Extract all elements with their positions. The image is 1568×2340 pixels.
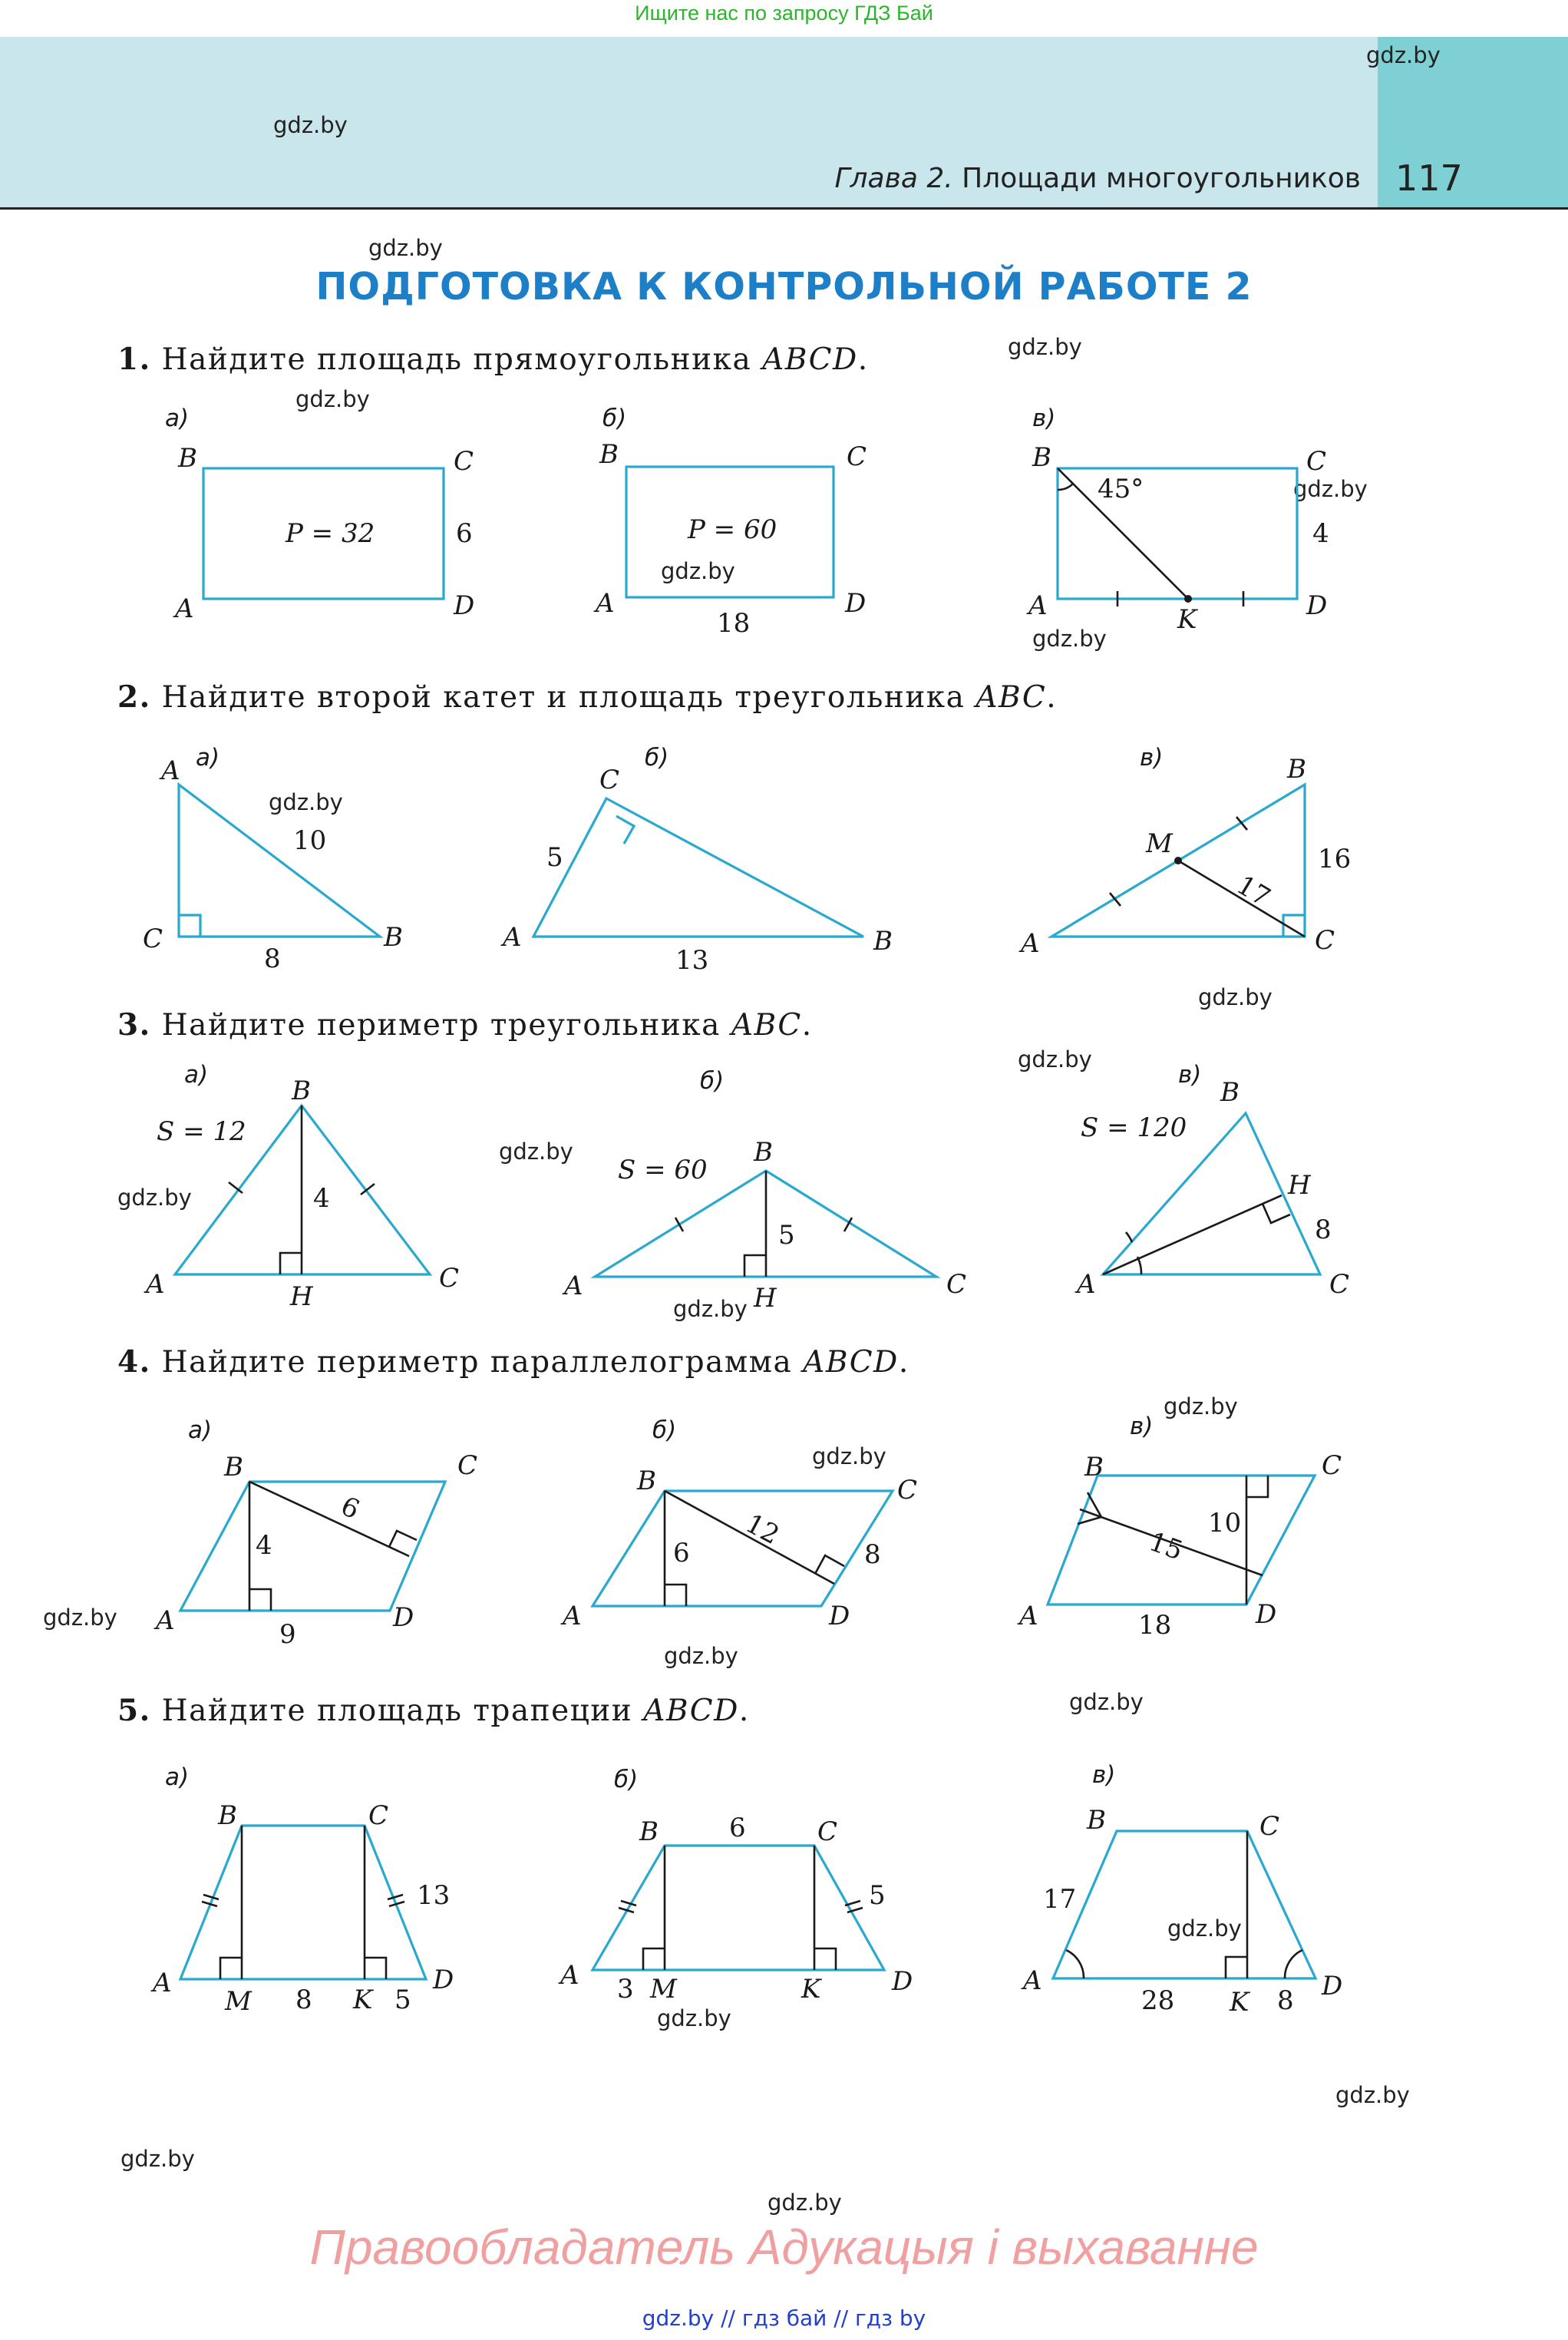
height <box>249 1482 409 1556</box>
sub-label: б) <box>645 744 669 772</box>
point-label: M <box>225 1986 252 2017</box>
figure-1a <box>165 405 474 624</box>
task-number: 3. <box>117 1007 151 1043</box>
watermark: gdz.by <box>117 1185 192 1211</box>
angle-arc <box>1058 484 1073 490</box>
side-label: 6 <box>456 518 473 549</box>
vertex-label: A <box>156 1605 175 1636</box>
leg-label: 5 <box>546 842 563 873</box>
segment-label: 8 <box>1315 1215 1332 1245</box>
task-text: Найдите площадь прямоугольника <box>161 342 752 377</box>
tick-mark <box>203 1895 219 1899</box>
vertex-label: A <box>503 922 522 953</box>
task-end: . <box>857 342 869 377</box>
vertex-label: C <box>439 1263 460 1294</box>
watermark: gdz.by <box>1293 476 1368 502</box>
height-label: 6 <box>335 1490 365 1526</box>
vertex-label: D <box>454 590 475 621</box>
sub-label: а) <box>165 1763 190 1791</box>
perimeter-label: P = 32 <box>286 518 375 549</box>
vertex-label: C <box>897 1475 918 1505</box>
watermark: gdz.by <box>812 1443 886 1469</box>
task-end: . <box>1046 680 1058 715</box>
right-angle-mark <box>365 1958 386 1979</box>
point-label: M <box>1146 828 1173 859</box>
task-var: ABC <box>975 680 1047 715</box>
vertex-label: B <box>637 1466 656 1496</box>
task-var: ABCD <box>803 1345 899 1380</box>
parallelogram <box>180 1482 445 1611</box>
leg-label: 8 <box>264 944 281 974</box>
sub-label: а) <box>188 1416 213 1444</box>
sub-label: а) <box>184 1061 209 1089</box>
vertex-label: A <box>1028 590 1048 621</box>
tick-mark <box>621 1901 636 1905</box>
right-angle-mark <box>616 816 634 844</box>
figure-3c <box>1074 1061 1349 1300</box>
vertex-label: C <box>1322 1450 1342 1481</box>
right-angle-mark <box>1263 1204 1290 1223</box>
side-label: 17 <box>1043 1884 1077 1915</box>
figure-5c <box>1021 1761 1342 2018</box>
watermark: gdz.by <box>499 1139 573 1165</box>
vertex-label: D <box>1256 1599 1277 1630</box>
base-label: 18 <box>1138 1610 1172 1641</box>
sub-label: а) <box>196 744 220 772</box>
vertex-label: C <box>946 1269 967 1300</box>
height-label: 6 <box>673 1538 690 1568</box>
top-note: Ищите нас по запросу ГДЗ Бай <box>635 2 933 25</box>
task-end: . <box>738 1694 750 1728</box>
vertex-label: D <box>1306 590 1328 621</box>
watermark: gdz.by <box>295 386 370 412</box>
vertex-label: D <box>892 1966 913 1997</box>
foot-label: H <box>1288 1170 1311 1201</box>
vertex-label: D <box>433 1965 454 1995</box>
area-label: S = 12 <box>157 1116 246 1147</box>
angle-arc <box>1126 1232 1132 1242</box>
vertex-label: D <box>829 1601 850 1631</box>
watermark: gdz.by <box>1069 1689 1144 1715</box>
sub-label: б) <box>700 1067 725 1095</box>
segment-label: 8 <box>1277 1985 1294 2016</box>
vertex-label: C <box>454 446 474 477</box>
task-var: ABCD <box>762 342 858 377</box>
figure-4c <box>1017 1413 1342 1641</box>
vertex-label: D <box>393 1602 414 1633</box>
watermark: gdz.by <box>767 2190 842 2216</box>
figure-4a <box>153 1416 477 1650</box>
sub-label: в) <box>1130 1413 1154 1440</box>
vertex-label: C <box>457 1450 478 1481</box>
point-label: K <box>801 1974 821 2005</box>
trapezoid <box>593 1846 884 1970</box>
figure-1b <box>593 405 867 639</box>
side-label: 13 <box>417 1880 451 1911</box>
task-text: Найдите периметр параллелограмма <box>161 1345 793 1380</box>
task-var: ABC <box>731 1008 802 1043</box>
side-label: 4 <box>1312 518 1329 549</box>
watermark: gdz.by <box>368 235 443 261</box>
vertex-label: A <box>1021 928 1040 959</box>
vertex-label: B <box>218 1800 237 1831</box>
rectangle <box>1058 468 1297 599</box>
watermark: gdz.by <box>1008 334 1082 360</box>
right-angle-mark <box>179 915 200 937</box>
angle-label: 45° <box>1098 474 1144 504</box>
tick-mark <box>675 1218 683 1231</box>
task-var: ABCD <box>643 1694 739 1728</box>
vertex-label: C <box>1315 925 1335 956</box>
segment-label: 28 <box>1141 1985 1175 2016</box>
area-label: S = 60 <box>618 1155 708 1185</box>
vertex-label: C <box>1306 446 1327 477</box>
right-angle-mark <box>665 1585 686 1606</box>
watermark: gdz.by <box>657 2005 731 2031</box>
hypotenuse-label: 10 <box>293 825 327 856</box>
triangle <box>179 785 380 937</box>
vertex-label: D <box>1322 1971 1343 2001</box>
watermark: gdz.by <box>1335 2082 1410 2108</box>
vertex-label: A <box>1019 1601 1038 1631</box>
right-angle-mark <box>1246 1476 1268 1497</box>
figure-2a <box>143 744 403 974</box>
vertex-label: B <box>1287 754 1306 785</box>
watermark: gdz.by <box>269 789 343 815</box>
task-text: Найдите площадь трапеции <box>161 1694 633 1728</box>
figure-1c <box>1026 405 1329 635</box>
angle-arc <box>1137 1257 1141 1274</box>
chapter-label: Глава 2. <box>834 163 953 194</box>
watermark: gdz.by <box>1198 984 1273 1010</box>
vertex-label: C <box>817 1816 838 1847</box>
vertex-label: B <box>384 922 403 953</box>
vertex-label: B <box>754 1137 773 1168</box>
height-label: 4 <box>313 1183 330 1214</box>
trapezoid <box>1053 1831 1315 1978</box>
vertex-label: B <box>1220 1077 1240 1108</box>
vertex-label: A <box>175 593 194 624</box>
median-label: 17 <box>1231 869 1276 914</box>
footer-links[interactable]: gdz.by // гдз бай // гдз by <box>642 2305 926 2331</box>
watermark: gdz.by <box>1032 626 1107 652</box>
right-angle-mark <box>744 1255 766 1277</box>
vertex-label: B <box>873 926 893 957</box>
segment-label: 8 <box>295 1985 312 2015</box>
foot-label: H <box>290 1281 313 1312</box>
task-number: 5. <box>117 1693 151 1728</box>
vertex-label: B <box>178 443 197 474</box>
height-label: 4 <box>256 1530 272 1561</box>
tick-mark <box>388 1895 403 1899</box>
height-label: 10 <box>1208 1508 1242 1539</box>
perimeter-label: P = 60 <box>688 514 777 545</box>
height-label: 15 <box>1144 1526 1187 1567</box>
point-label: K <box>1230 1987 1249 2018</box>
task-end: . <box>898 1345 909 1380</box>
vertex-label: A <box>146 1269 165 1300</box>
vertex-label: B <box>292 1076 311 1106</box>
sub-label: а) <box>165 405 190 432</box>
vertex-label: A <box>596 588 615 619</box>
sub-label: в) <box>1178 1061 1202 1089</box>
watermark: gdz.by <box>120 2146 195 2172</box>
angle-arc <box>1285 1950 1302 1978</box>
right-angle-mark <box>280 1253 302 1274</box>
base-label: 9 <box>279 1619 296 1650</box>
watermark: gdz.by <box>661 558 735 584</box>
sub-label: в) <box>1092 1761 1116 1789</box>
vertex-label: C <box>599 765 620 795</box>
figure-3a <box>144 1061 459 1312</box>
sub-label: в) <box>1032 405 1056 432</box>
height-label: 5 <box>778 1220 795 1251</box>
vertex-label: D <box>845 588 867 619</box>
vertex-label: B <box>599 439 619 470</box>
right-angle-mark <box>1226 1957 1247 1978</box>
watermark: gdz.by <box>1167 1915 1242 1942</box>
vertex-label: C <box>368 1800 389 1831</box>
watermark: gdz.by <box>1018 1046 1092 1072</box>
sub-label: б) <box>614 1766 639 1793</box>
vertex-label: A <box>563 1601 582 1631</box>
task-number: 1. <box>117 342 151 377</box>
vertex-label: B <box>1084 1452 1104 1482</box>
publisher-notice: Правообладатель Адукацыя і выхаванне <box>309 2219 1259 2275</box>
figure-5a <box>150 1763 454 2017</box>
vertex-label: A <box>161 755 180 786</box>
angle-arc <box>1066 1950 1084 1978</box>
leg-label: 16 <box>1318 844 1352 874</box>
vertex-label: B <box>1032 442 1051 473</box>
figure-2b <box>500 744 893 976</box>
vertex-label: C <box>847 441 867 472</box>
task-number: 2. <box>117 679 151 715</box>
right-angle-mark <box>815 1555 844 1574</box>
vertex-label: A <box>564 1271 583 1301</box>
side-label: 5 <box>869 1880 886 1911</box>
parallelogram <box>593 1491 893 1606</box>
side-label: 8 <box>864 1539 881 1570</box>
right-angle-mark <box>389 1531 417 1547</box>
vertex-label: C <box>1329 1269 1350 1300</box>
segment-label: 5 <box>394 1985 411 2015</box>
area-label: S = 120 <box>1081 1112 1187 1143</box>
chapter-title: Площади многоугольников <box>962 163 1361 194</box>
hypotenuse-label: 13 <box>675 945 709 976</box>
watermark: gdz.by <box>43 1605 117 1631</box>
height-label: 12 <box>740 1508 784 1552</box>
right-angle-mark <box>814 1948 836 1970</box>
vertex-label: C <box>143 924 163 954</box>
vertex-label: B <box>224 1452 243 1482</box>
task-text: Найдите периметр треугольника <box>161 1008 721 1043</box>
right-angle-mark <box>643 1948 665 1970</box>
sub-label: б) <box>652 1416 677 1444</box>
figure-3b <box>562 1067 966 1314</box>
height <box>1103 1195 1282 1274</box>
vertex-label: A <box>1077 1269 1096 1300</box>
page-number: 117 <box>1395 157 1463 199</box>
right-angle-mark <box>220 1958 242 1979</box>
trapezoid <box>180 1826 426 1979</box>
triangle <box>533 798 863 937</box>
figure-2c <box>1018 744 1351 959</box>
segment-label: 3 <box>617 1974 634 2005</box>
sub-label: б) <box>602 405 627 432</box>
side-label: 18 <box>717 608 751 639</box>
vertex-label: A <box>1023 1965 1042 1996</box>
vertex-label: A <box>560 1960 579 1991</box>
vertex-label: C <box>1259 1811 1280 1842</box>
watermark: gdz.by <box>1164 1393 1238 1420</box>
point-label: M <box>650 1974 677 2005</box>
sub-label: в) <box>1140 744 1164 772</box>
watermark: gdz.by <box>664 1643 738 1669</box>
section-title: ПОДГОТОВКА К КОНТРОЛЬНОЙ РАБОТЕ 2 <box>315 265 1253 309</box>
point-k <box>1184 595 1192 603</box>
figure-4b <box>560 1416 917 1631</box>
point-label: K <box>353 1985 373 2015</box>
point-label: K <box>1177 604 1197 635</box>
watermark: gdz.by <box>273 112 348 138</box>
figure-5b <box>558 1766 913 2005</box>
right-angle-mark <box>249 1589 271 1611</box>
task-text: Найдите второй катет и площадь треугольника <box>161 680 966 715</box>
vertex-label: B <box>639 1816 659 1847</box>
foot-label: H <box>754 1283 777 1314</box>
vertex-label: A <box>153 1968 172 1998</box>
base-label: 6 <box>729 1813 746 1843</box>
vertex-label: B <box>1087 1805 1106 1836</box>
point-m <box>1174 857 1182 864</box>
watermark: gdz.by <box>1366 42 1441 68</box>
watermark: gdz.by <box>673 1296 748 1322</box>
task-number: 4. <box>117 1344 151 1380</box>
task-end: . <box>801 1008 813 1043</box>
